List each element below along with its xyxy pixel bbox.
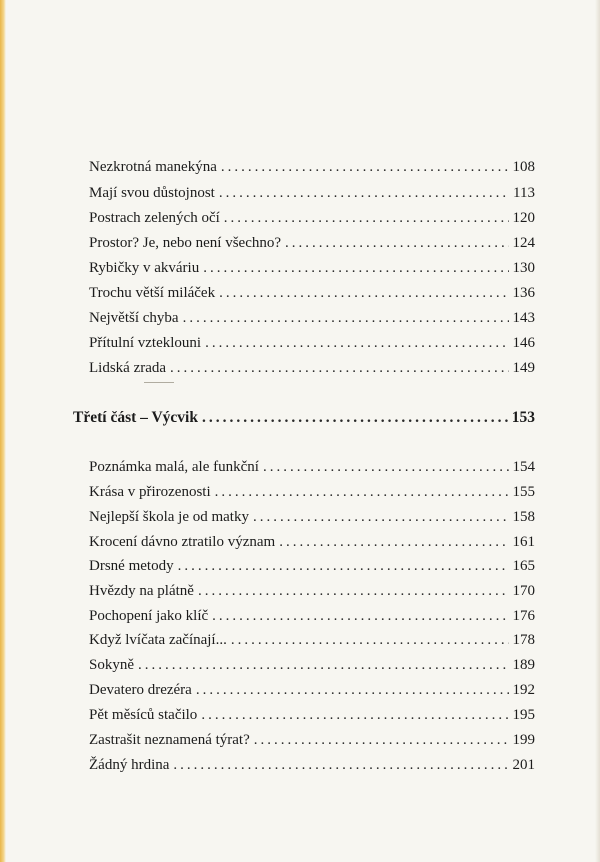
toc-leader-dots — [196, 681, 509, 699]
toc-entry-page: 165 — [512, 558, 535, 574]
toc-entry-page: 158 — [512, 509, 535, 525]
toc-entry[interactable] — [89, 656, 535, 674]
toc-leader-dots — [198, 582, 509, 600]
toc-entry-page: 108 — [512, 159, 535, 175]
toc-entry[interactable] — [89, 706, 535, 724]
toc-entry-title: Největší chyba — [89, 310, 179, 326]
toc-entry-page: 170 — [512, 583, 535, 599]
toc-entry-page: 136 — [512, 285, 535, 301]
toc-entry-title: Devatero drezéra — [89, 682, 192, 698]
toc-entry-page: 130 — [512, 260, 535, 276]
toc-entry-title: Postrach zelených očí — [89, 210, 220, 226]
toc-entry-title: Když lvíčata začínají... — [89, 632, 227, 648]
toc-entry-page: 161 — [512, 534, 535, 550]
toc-entry[interactable] — [89, 533, 535, 551]
toc-leader-dots — [279, 533, 508, 551]
toc-leader-dots — [212, 607, 508, 625]
toc-leader-dots — [203, 259, 508, 277]
toc-entry-title: Prostor? Je, nebo není všechno? — [89, 235, 282, 251]
toc-entry-title: Rybičky v akváriu — [89, 260, 200, 276]
toc-leader-dots — [178, 557, 509, 575]
toc-entry-page: 146 — [512, 335, 535, 351]
toc-leader-dots — [263, 458, 509, 476]
toc-entry-title: Nezkrotná manekýna — [89, 159, 217, 175]
toc-entry-page: 199 — [512, 732, 535, 748]
toc-leader-dots — [221, 158, 509, 176]
toc-entry[interactable] — [89, 284, 535, 302]
toc-entry[interactable] — [89, 731, 535, 749]
toc-entry-title: Sokyně — [89, 657, 134, 673]
toc-leader-dots — [205, 334, 508, 352]
toc-entry-title: Drsné metody — [89, 558, 174, 574]
toc-leader-dots — [201, 706, 508, 724]
toc-entry-title: Přítulní vzteklouni — [89, 335, 202, 351]
toc-entry[interactable] — [89, 631, 535, 649]
toc-entry-page: 201 — [512, 757, 535, 773]
toc-leader-dots — [138, 656, 509, 674]
toc-entry[interactable] — [89, 359, 535, 377]
toc-entry[interactable] — [89, 234, 535, 252]
toc-entry-page: 195 — [512, 707, 535, 723]
toc-leader-dots — [219, 284, 508, 302]
page-edge-right — [595, 0, 600, 862]
toc-leader-dots — [285, 234, 508, 252]
toc-entry-title: Pět měsíců stačilo — [89, 707, 198, 723]
toc-entry-page: 113 — [513, 185, 535, 201]
toc-leader-dots — [170, 359, 508, 377]
toc-entry-page: 155 — [512, 484, 535, 500]
toc-entry[interactable] — [89, 458, 535, 476]
toc-entry-title: Mají svou důstojnost — [89, 185, 215, 201]
toc-part-heading[interactable] — [73, 409, 535, 427]
toc-entry[interactable] — [89, 607, 535, 625]
toc-leader-dots — [202, 409, 508, 427]
toc-leader-dots — [183, 309, 509, 327]
toc-entry-page: 124 — [512, 235, 535, 251]
toc-part-page: 153 — [511, 409, 535, 426]
page-edge-left — [0, 0, 6, 862]
toc-entry-title: Nejlepší škola je od matky — [89, 509, 249, 525]
toc-entry[interactable] — [89, 259, 535, 277]
toc-leader-dots — [254, 731, 509, 749]
toc-leader-dots — [173, 756, 508, 774]
toc-entry[interactable] — [89, 158, 535, 176]
toc-entry[interactable] — [89, 681, 535, 699]
toc-entry[interactable] — [89, 209, 535, 227]
toc-entry-page: 178 — [512, 632, 535, 648]
toc-entry-title: Pochopení jako klíč — [89, 608, 209, 624]
toc-entry-page: 149 — [512, 360, 535, 376]
toc-leader-dots — [215, 483, 509, 501]
toc-entry-title: Krása v přirozenosti — [89, 484, 211, 500]
toc-entry-page: 154 — [512, 459, 535, 475]
toc-leader-dots — [253, 508, 509, 526]
toc-entry-title: Poznámka malá, ale funkční — [89, 459, 259, 475]
toc-entry[interactable] — [89, 582, 535, 600]
toc-entry[interactable] — [89, 756, 535, 774]
toc-entry-page: 189 — [512, 657, 535, 673]
toc-entry[interactable] — [89, 483, 535, 501]
toc-entry[interactable] — [89, 309, 535, 327]
toc-entry-page: 176 — [512, 608, 535, 624]
toc-entry-title: Krocení dávno ztratilo význam — [89, 534, 276, 550]
toc-entry-title: Hvězdy na plátně — [89, 583, 194, 599]
toc-entry-title: Trochu větší miláček — [89, 285, 216, 301]
toc-entry-title: Žádný hrdina — [89, 757, 170, 773]
toc-entry-title: Zastrašit neznamená týrat? — [89, 732, 250, 748]
toc-entry[interactable] — [89, 184, 535, 202]
toc-entry-page: 192 — [512, 682, 535, 698]
toc-entry-title: Lidská zrada — [89, 360, 167, 376]
toc-leader-dots — [219, 184, 509, 202]
toc-part-title: Třetí část – Výcvik — [73, 409, 198, 426]
toc-entry[interactable] — [89, 557, 535, 575]
toc-entry-page: 143 — [512, 310, 535, 326]
toc-entry[interactable] — [89, 334, 535, 352]
toc-entry-page: 120 — [512, 210, 535, 226]
toc-entry[interactable] — [89, 508, 535, 526]
divider — [144, 382, 174, 383]
toc-leader-dots — [224, 209, 509, 227]
toc-leader-dots — [231, 631, 509, 649]
